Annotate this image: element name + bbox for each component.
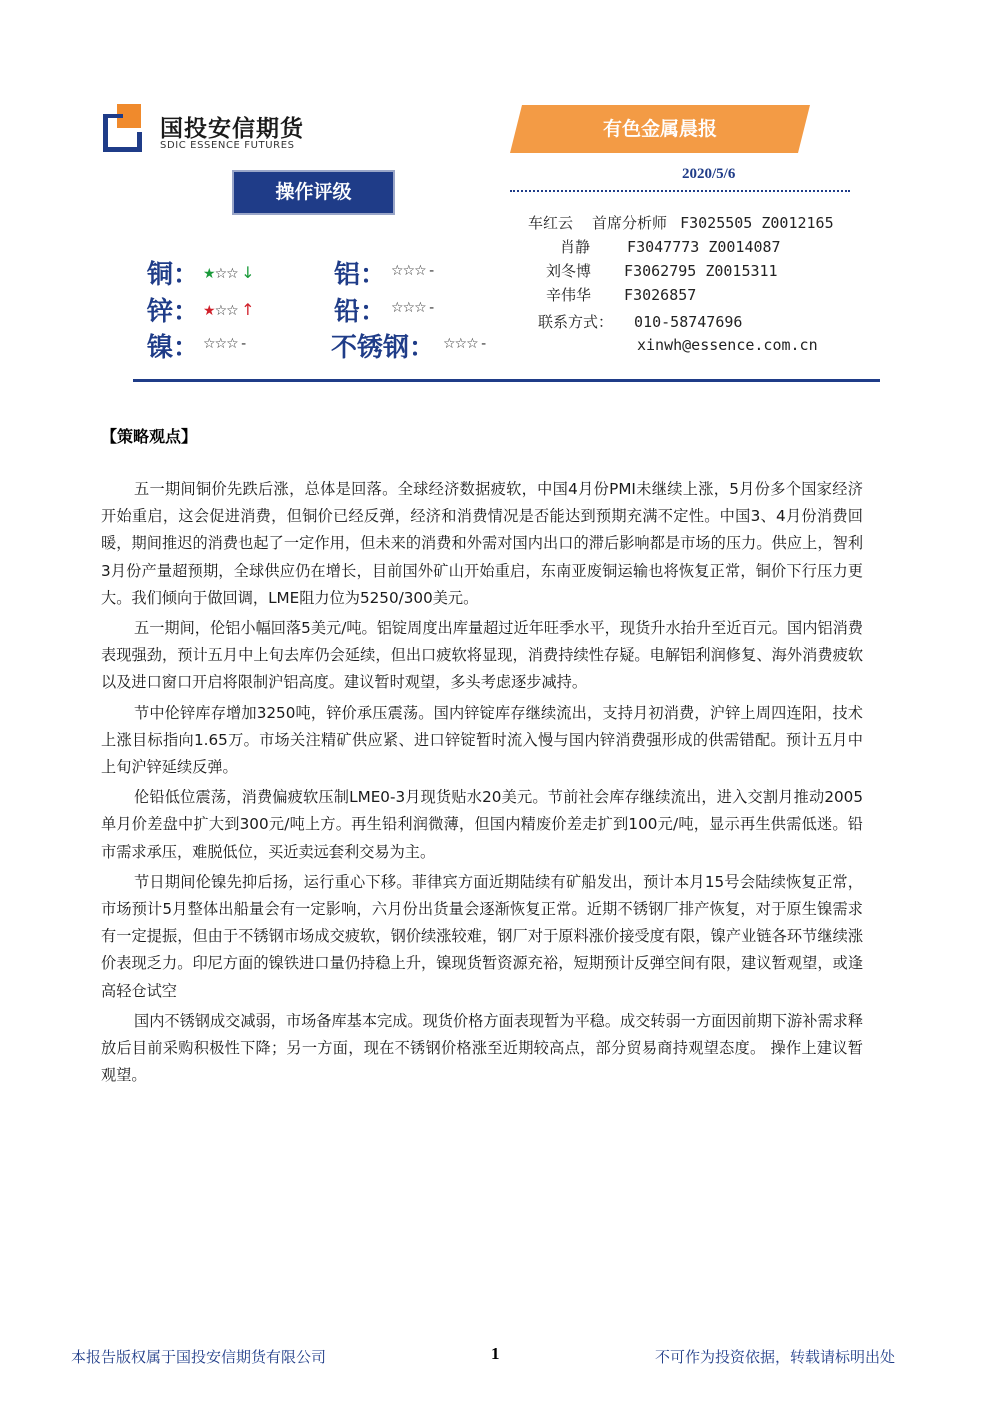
- page-number: 1: [491, 1344, 500, 1363]
- metal-label-copper: 铜：: [147, 260, 200, 290]
- footer-disclaimer: 不可作为投资依据，转载请标明出处: [655, 1348, 896, 1366]
- analyst-codes: F3025505 Z0012165: [680, 214, 834, 232]
- report-date: 2020/5/6: [682, 166, 736, 182]
- analyst-title: 首席分析师: [592, 214, 668, 232]
- section-heading: 【策略观点】: [101, 427, 198, 446]
- paragraph-aluminum: 五一期间，伦铝小幅回落5美元/吨。铝锭周度出库量超过近年旺季水平，现货升水抬升至近百元。国内铝消费表现强劲，预计五月中上旬去库仍会延续，但出口疲软将显现，消费持续性存疑。电解铝利润修复、海外消费疲软以及进口窗口开启将限制沪铝高度。建议暂时观望，多头考虑逐步减持。: [101, 619, 863, 692]
- analyst-codes: F3047773 Z0014087: [627, 238, 781, 256]
- star-filled-icon: ★: [203, 303, 215, 319]
- rating-stars-nickel: [203, 336, 245, 352]
- metal-label-zinc: 锌：: [147, 297, 200, 327]
- metal-label-lead: 铅：: [334, 297, 387, 327]
- paragraph-copper: 五一期间铜价先跌后涨，总体是回落。全球经济数据疲软，中国4月份PMI未继续上涨，5月份多个国家经济开始重启，这会促进消费，但铜价已经反弹，经济和消费情况是否能达到预期充满不定性。中国3、4月份消费回暖，期间推迟的消费也起了一定作用，但未来的消费和外需对国内出口的滞后影响都是市场的压力。供应上，智利3月份产量超预期，全球供应仍在增长，目前国外矿山开始重启，东南亚废铜运输也将恢复正常，铜价下行压力更大。我们倾向于做回调，LME阻力位为5250/300美元。: [101, 480, 863, 607]
- trend-up-icon: ↑: [241, 300, 254, 319]
- company-name-cn: 国投安信期货: [160, 116, 304, 142]
- analyst-row: [546, 284, 696, 305]
- star-filled-icon: ★: [203, 266, 215, 282]
- paragraph-zinc: 节中伦锌库存增加3250吨，锌价承压震荡。国内锌锭库存继续流出，支持月初消费，沪锌上周四连阳，技术上涨目标指向1.65万。市场关注精矿供应紧、进口锌锭暂时流入慢与国内锌消费强形成的供需错配。预计五月中上旬沪锌延续反弹。: [101, 703, 863, 777]
- analyst-codes: F3026857: [624, 286, 697, 304]
- analyst-row: [560, 236, 781, 257]
- trend-flat-icon: -: [481, 336, 486, 352]
- analyst-codes: F3062795 Z0015311: [624, 262, 778, 280]
- rating-stars-aluminum: [391, 263, 433, 279]
- rating-stars-zinc: [203, 300, 254, 319]
- metal-label-aluminum: 铝：: [334, 260, 387, 290]
- analyst-name: 车红云: [528, 214, 574, 232]
- analyst-name: 肖静: [560, 238, 591, 256]
- company-logo-icon: [103, 104, 151, 152]
- contact-email[interactable]: xinwh@essence.com.cn: [637, 336, 818, 354]
- contact-phone: 010-58747696: [634, 313, 743, 331]
- trend-down-icon: ↓: [241, 263, 254, 282]
- analyst-row: [528, 212, 834, 233]
- report-title: 有色金属晨报: [602, 118, 717, 140]
- analyst-name: 刘冬博: [546, 262, 592, 280]
- rating-stars-stainless: [443, 336, 485, 352]
- rating-stars-copper: [203, 263, 254, 282]
- company-name-en: SDIC ESSENCE FUTURES: [160, 140, 295, 151]
- star-empty-icon: ☆☆☆: [443, 336, 478, 352]
- footer-copyright: 本报告版权属于国投安信期货有限公司: [71, 1348, 327, 1366]
- trend-flat-icon: -: [429, 263, 434, 279]
- star-empty-icon: ☆☆☆: [391, 300, 426, 316]
- contact-label: 联系方式：: [538, 313, 614, 331]
- paragraph-stainless: 国内不锈钢成交减弱，市场备库基本完成。现货价格方面表现暂为平稳。成交转弱一方面因前期下游补需求释放后目前采购积极性下降；另一方面，现在不锈钢价格涨至近期较高点，部分贸易商持观望态度。 操作上建议暂观望。: [101, 1011, 863, 1085]
- dotted-divider: [510, 190, 850, 192]
- rating-label: 操作评级: [232, 170, 395, 215]
- star-empty-icon: ☆☆☆: [203, 336, 238, 352]
- metal-label-stainless: 不锈钢：: [331, 333, 436, 363]
- star-empty-icon: ☆☆: [214, 303, 238, 319]
- trend-flat-icon: -: [241, 336, 246, 352]
- contact-row: [538, 311, 742, 332]
- strategy-body: [101, 476, 863, 1092]
- analyst-row: [546, 260, 778, 281]
- paragraph-lead: 伦铅低位震荡，消费偏疲软压制LME0-3月现货贴水20美元。节前社会库存继续流出，进入交割月推动2005单月价差盘中扩大到300元/吨上方。再生铅利润微薄，但国内精废价差走扩到100元/吨，显示再生供需低迷。铅市需求承压，难脱低位，买近卖远套利交易为主。: [101, 788, 863, 861]
- rating-stars-lead: [391, 300, 433, 316]
- trend-flat-icon: -: [429, 300, 434, 316]
- star-empty-icon: ☆☆: [214, 266, 238, 282]
- star-empty-icon: ☆☆☆: [391, 263, 426, 279]
- analyst-name: 辛伟华: [546, 286, 592, 304]
- paragraph-nickel: 节日期间伦镍先抑后扬，运行重心下移。菲律宾方面近期陆续有矿船发出，预计本月15号会陆续恢复正常，市场预计5月整体出船量会有一定影响，六月份出货量会逐渐恢复正常。近期不锈钢厂排产恢复，对于原生镍需求有一定提振，但由于不锈钢市场成交疲软，钢价续涨较难，钢厂对于原料涨价接受度有限，镍产业链各环节继续涨价表现乏力。印尼方面的镍铁进口量仍持稳上升，镍现货暂资源充裕，短期预计反弹空间有限，建议暂观望，或逢高轻仓试空: [101, 872, 863, 1000]
- header-divider: [133, 379, 880, 382]
- metal-label-nickel: 镍：: [147, 333, 200, 363]
